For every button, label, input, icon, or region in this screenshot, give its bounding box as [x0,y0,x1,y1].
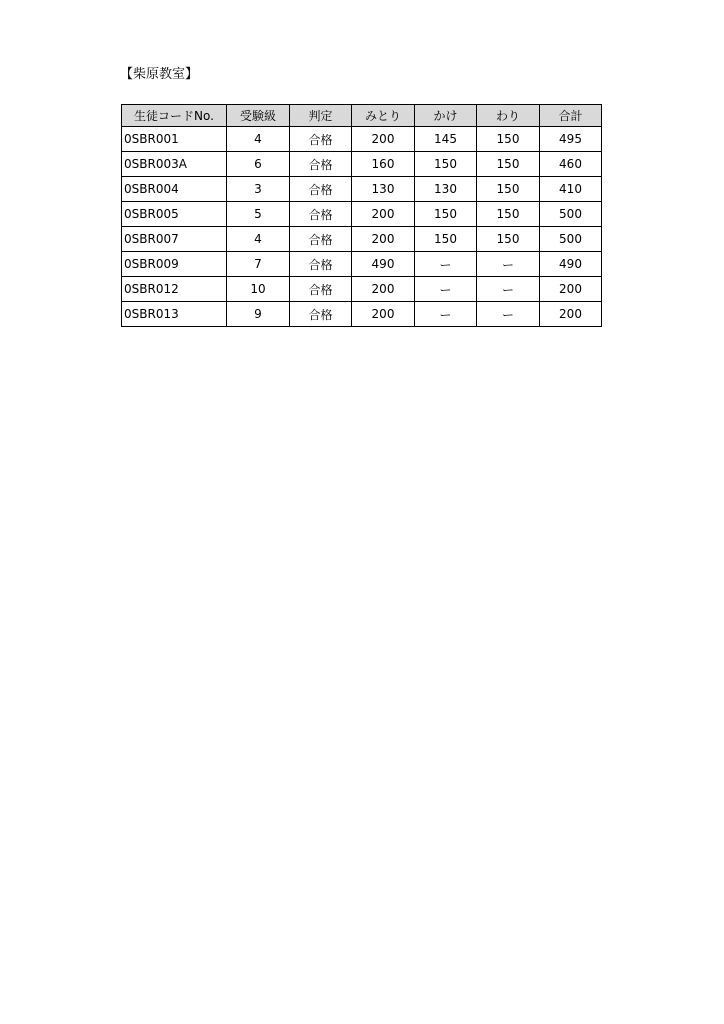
judgement-cell: 合格 [290,152,352,177]
mitori-cell: 490 [352,252,415,277]
student-code-cell: 0SBR012 [122,277,227,302]
total-cell: 200 [540,277,602,302]
judgement-cell: 合格 [290,302,352,327]
header-student-code: 生徒コードNo. [122,105,227,127]
exam-grade-cell: 4 [227,227,290,252]
header-exam-grade: 受験級 [227,105,290,127]
wari-cell: ー [477,277,540,302]
exam-grade-cell: 6 [227,152,290,177]
kake-cell: ー [415,252,477,277]
judgement-cell: 合格 [290,277,352,302]
exam-grade-cell: 5 [227,202,290,227]
table-row [122,227,602,252]
mitori-cell: 130 [352,177,415,202]
mitori-cell: 200 [352,127,415,152]
table-row [122,302,602,327]
total-cell: 500 [540,202,602,227]
judgement-cell: 合格 [290,252,352,277]
wari-cell: 150 [477,202,540,227]
student-code-cell: 0SBR007 [122,227,227,252]
judgement-cell: 合格 [290,202,352,227]
judgement-cell: 合格 [290,127,352,152]
header-mitori: みとり [352,105,415,127]
student-code-cell: 0SBR009 [122,252,227,277]
mitori-cell: 200 [352,302,415,327]
student-code-cell: 0SBR003A [122,152,227,177]
wari-cell: ー [477,252,540,277]
table-row [122,127,602,152]
exam-results-table [121,104,602,327]
mitori-cell: 200 [352,277,415,302]
wari-cell: 150 [477,127,540,152]
student-code-cell: 0SBR004 [122,177,227,202]
student-code-cell: 0SBR013 [122,302,227,327]
header-total: 合計 [540,105,602,127]
table-header-row [122,105,602,127]
total-cell: 200 [540,302,602,327]
total-cell: 460 [540,152,602,177]
exam-grade-cell: 7 [227,252,290,277]
total-cell: 410 [540,177,602,202]
wari-cell: 150 [477,227,540,252]
kake-cell: ー [415,277,477,302]
kake-cell: ー [415,302,477,327]
student-code-cell: 0SBR005 [122,202,227,227]
exam-grade-cell: 4 [227,127,290,152]
header-kake: かけ [415,105,477,127]
kake-cell: 150 [415,227,477,252]
mitori-cell: 200 [352,227,415,252]
header-judgement: 判定 [290,105,352,127]
judgement-cell: 合格 [290,177,352,202]
kake-cell: 145 [415,127,477,152]
kake-cell: 130 [415,177,477,202]
exam-grade-cell: 9 [227,302,290,327]
exam-grade-cell: 3 [227,177,290,202]
table-row [122,177,602,202]
total-cell: 495 [540,127,602,152]
classroom-heading: 【柴原教室】 [120,67,199,82]
wari-cell: ー [477,302,540,327]
mitori-cell: 160 [352,152,415,177]
table-row [122,277,602,302]
kake-cell: 150 [415,202,477,227]
wari-cell: 150 [477,152,540,177]
judgement-cell: 合格 [290,227,352,252]
header-wari: わり [477,105,540,127]
exam-grade-cell: 10 [227,277,290,302]
total-cell: 490 [540,252,602,277]
table-row [122,152,602,177]
kake-cell: 150 [415,152,477,177]
table-row [122,202,602,227]
wari-cell: 150 [477,177,540,202]
student-code-cell: 0SBR001 [122,127,227,152]
table-row [122,252,602,277]
total-cell: 500 [540,227,602,252]
mitori-cell: 200 [352,202,415,227]
